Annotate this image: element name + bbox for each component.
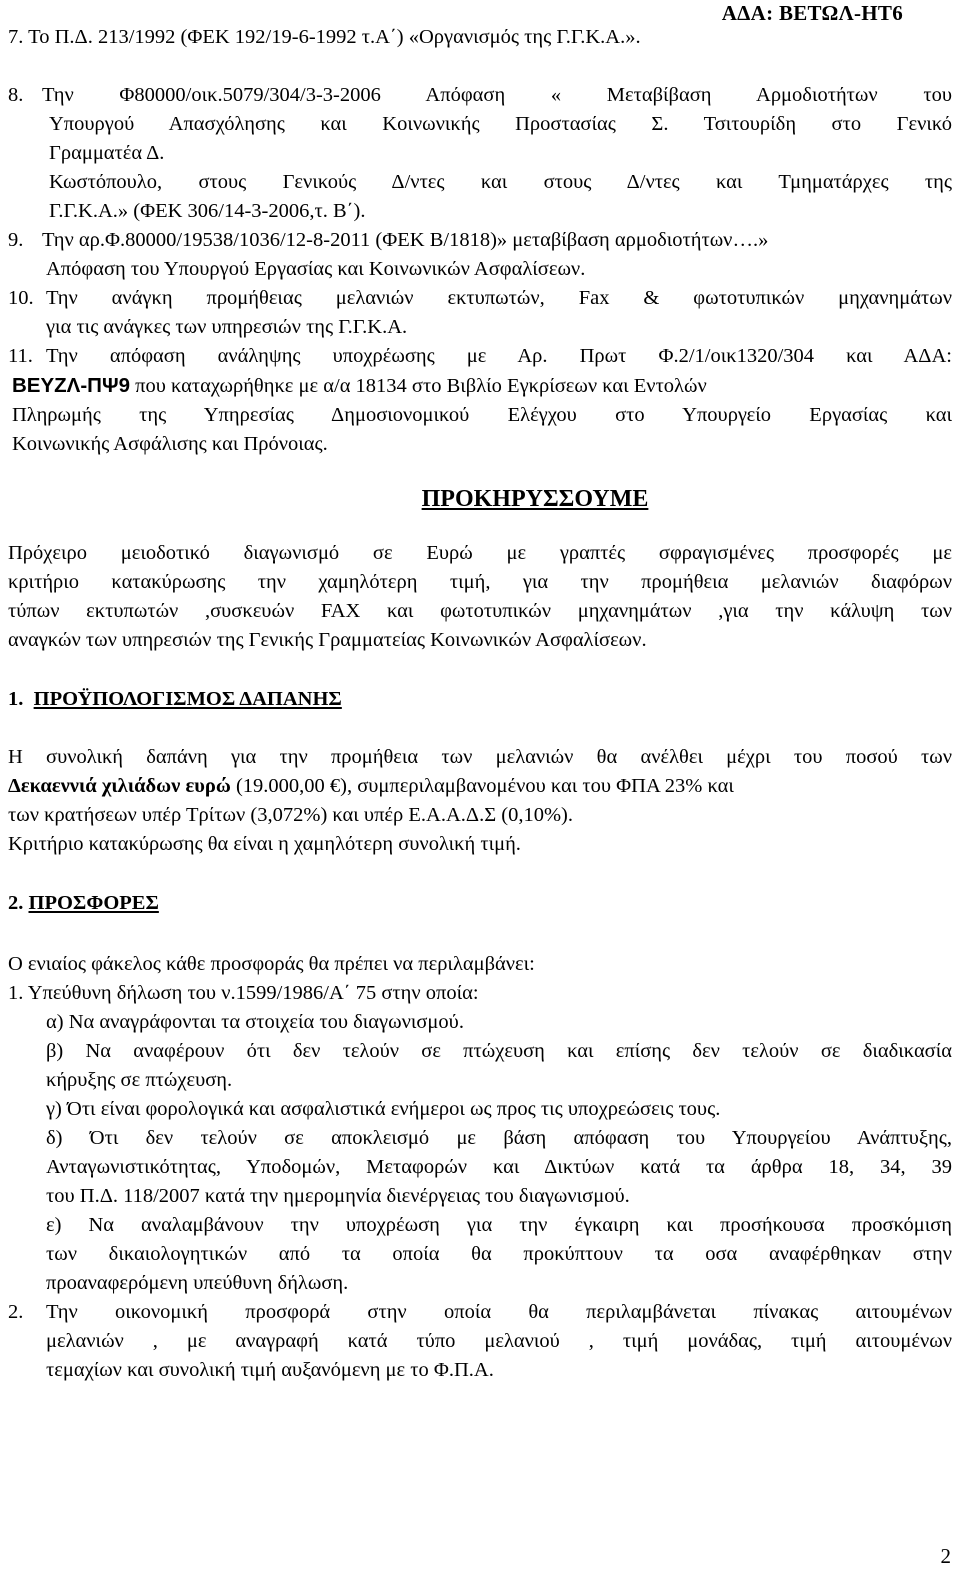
sublist-line: κήρυξης σε πτώχευση. (46, 1069, 233, 1091)
item-11-number: 11. (8, 345, 33, 367)
sublist-line: Ανταγωνιστικότητας, Υποδομών, Μεταφορών και Δικτύων κατά τα άρθρα 18, 34, 39 (46, 1156, 952, 1178)
page-number: 2 (940, 1544, 951, 1568)
sublist-line: δ) Ότι δεν τελούν σε αποκλεισμό με βάση απόφαση του Υπουργείου Ανάπτυξης, (46, 1127, 952, 1149)
item-8 (8, 81, 952, 110)
section-1-title: ΠΡΟΫΠΟΛΟΓΙΣΜΟΣ ΔΑΠΑΝΗΣ (33, 688, 342, 710)
item-11 (8, 342, 952, 371)
item-11-line-2-rest: που καταχωρήθηκε με α/α 18134 στο Βιβλίο Εγκρίσεων και Εντολών (129, 375, 707, 397)
section-2-number: 2. (8, 892, 24, 914)
item-9-number: 9. (8, 229, 24, 251)
item-9-line: Απόφαση του Υπουργού Εργασίας και Κοινωνικών Ασφαλίσεων. (46, 258, 586, 280)
proclaim-line: τύπων εκτυπωτών ,συσκευών FAX και φωτοτυπικών μηχανημάτων ,για την κάλυψη των (8, 600, 952, 622)
proclaim-line: αναγκών των υπηρεσιών της Γενικής Γραμματείας Κοινωνικών Ασφαλίσεων. (8, 629, 647, 651)
point-2-number: 2. (8, 1301, 24, 1323)
item-8-line: Γραμματέα Δ. (49, 142, 165, 164)
item-11-continuation (8, 371, 952, 459)
item-10-number: 10. (8, 287, 34, 309)
item-10-line: για τις ανάγκες των υπηρεσιών της Γ.Γ.Κ.Α. (46, 316, 408, 338)
point-2-line: Την οικονομική προσφορά στην οποία θα περιλαμβάνεται πίνακας αιτουμένων (46, 1301, 952, 1323)
item-8-line: Γ.Γ.Κ.Α.» (ΦΕΚ 306/14-3-2006,τ. Β΄). (49, 200, 366, 222)
item-10-line: Την ανάγκη προμήθειας μελανιών εκτυπωτών, Fax & φωτοτυπικών μηχανημάτων (46, 287, 952, 309)
item-8-number: 8. (8, 84, 24, 106)
section-1-line: Η συνολική δαπάνη για την προμήθεια των μελανιών θα ανέλθει μέχρι του ποσού των (8, 746, 952, 768)
item-8-continuation (8, 110, 952, 226)
item-9-continuation (8, 255, 952, 284)
section-2-point-2 (8, 1298, 952, 1385)
section-1-line: των κρατήσεων υπέρ Τρίτων (3,072%) και υπέρ Ε.Α.Α.Δ.Σ (0,10%). (8, 804, 573, 826)
sublist-line: των δικαιολογητικών από τα οποία θα προκύπτουν τα οσα αναφέρθηκαν στην (46, 1243, 952, 1265)
item-11-line-2 (12, 371, 952, 401)
item-10 (8, 284, 952, 313)
item-10-continuation (8, 313, 952, 342)
item-9 (8, 226, 952, 255)
point-2-line: μελανιών , με αναγραφή κατά τύπο μελανιού , τιμή μονάδας, τιμή αιτουμένων (46, 1330, 952, 1352)
section-2-title: ΠΡΟΣΦΟΡΕΣ (28, 892, 159, 914)
document-body (8, 23, 952, 1385)
ada-code: ΑΔΑ: ΒΕΤΩΛ-ΗΤ6 (721, 1, 903, 25)
item-11-ada-code: ΒΕΥΖΛ-ΠΨ9 (12, 374, 130, 397)
item-11-line: Την απόφαση ανάληψης υποχρέωσης με Αρ. Πρωτ Φ.2/1/οικ1320/304 και ΑΔΑ: (46, 345, 952, 367)
item-8-line: Την Φ80000/οικ.5079/304/3-3-2006 Απόφαση « Μεταβίβαση Αρμοδιοτήτων του (42, 84, 952, 106)
section-1-line-2 (8, 772, 952, 801)
section-1-number: 1. (8, 688, 24, 710)
proclaim-line: κριτήριο κατακύρωσης την χαμηλότερη τιμή, για την προμήθεια μελανιών διαφόρων (8, 571, 952, 593)
proclaim-line: Πρόχειρο μειοδοτικό διαγωνισμό σε Ευρώ με γραπτές σφραγισμένες προσφορές με (8, 542, 952, 564)
section-2-sublist (8, 1008, 952, 1298)
item-7: 7. Το Π.Δ. 213/1992 (ΦΕΚ 192/19-6-1992 τ.Α΄) «Οργανισμός της Γ.Γ.Κ.Α.». (8, 26, 641, 48)
item-8-text (42, 81, 952, 110)
item-11-line: Πληρωμής της Υπηρεσίας Δημοσιονομικού Ελέγχου στο Υπουργείο Εργασίας και (12, 404, 952, 426)
item-9-line: Την αρ.Φ.80000/19538/1036/12-8-2011 (ΦΕΚ Β/1818)» μεταβίβαση αρμοδιοτήτων….» (42, 229, 769, 251)
item-8-line: Κωστόπουλο, στους Γενικούς Δ/ντες και στους Δ/ντες και Τμηματάρχες της (49, 171, 952, 193)
sublist-line: του Π.Δ. 118/2007 κατά την ημερομηνία διενέργειας του διαγωνισμού. (46, 1185, 630, 1207)
section-1-amount-words: Δεκαεννιά χιλιάδων ευρώ (8, 775, 231, 797)
sublist-line: προαναφερόμενη υπεύθυνη δήλωση. (46, 1272, 349, 1294)
section-1-line-2-rest: (19.000,00 €), συμπεριλαμβανομένου και του ΦΠΑ 23% και (230, 775, 734, 797)
section-1-heading (8, 685, 952, 714)
section-2-intro: Ο ενιαίος φάκελος κάθε προσφοράς θα πρέπει να περιλαμβάνει: (8, 953, 535, 975)
sublist-line: α) Να αναγράφονται τα στοιχεία του διαγωνισμού. (46, 1011, 464, 1033)
sublist-line: ε) Να αναλαμβάνουν την υποχρέωση για την έγκαιρη και προσήκουσα προσκόμιση (46, 1214, 952, 1236)
proclaim-title: ΠΡΟΚΗΡΥΣΣΟΥΜΕ (421, 486, 649, 512)
point-2-line: τεμαχίων και συνολική τιμή αυξανόμενη με το Φ.Π.Α. (46, 1359, 494, 1381)
sublist-line: γ) Ότι είναι φορολογικά και ασφαλιστικά ενήμεροι ως προς τις υποχρεώσεις τους. (46, 1098, 721, 1120)
item-8-line: Υπουργού Απασχόλησης και Κοινωνικής Προστασίας Σ. Τσιτουρίδη στο Γενικό (49, 113, 952, 135)
section-1-line: Κριτήριο κατακύρωσης θα είναι η χαμηλότερη συνολική τιμή. (8, 833, 521, 855)
section-2-point-1: 1. Υπεύθυνη δήλωση του ν.1599/1986/Α΄ 75 στην οποία: (8, 982, 479, 1004)
section-2-heading (8, 889, 952, 918)
sublist-line: β) Να αναφέρουν ότι δεν τελούν σε πτώχευση και επίσης δεν τελούν σε διαδικασία (46, 1040, 952, 1062)
item-11-line: Κοινωνικής Ασφάλισης και Πρόνοιας. (12, 433, 328, 455)
